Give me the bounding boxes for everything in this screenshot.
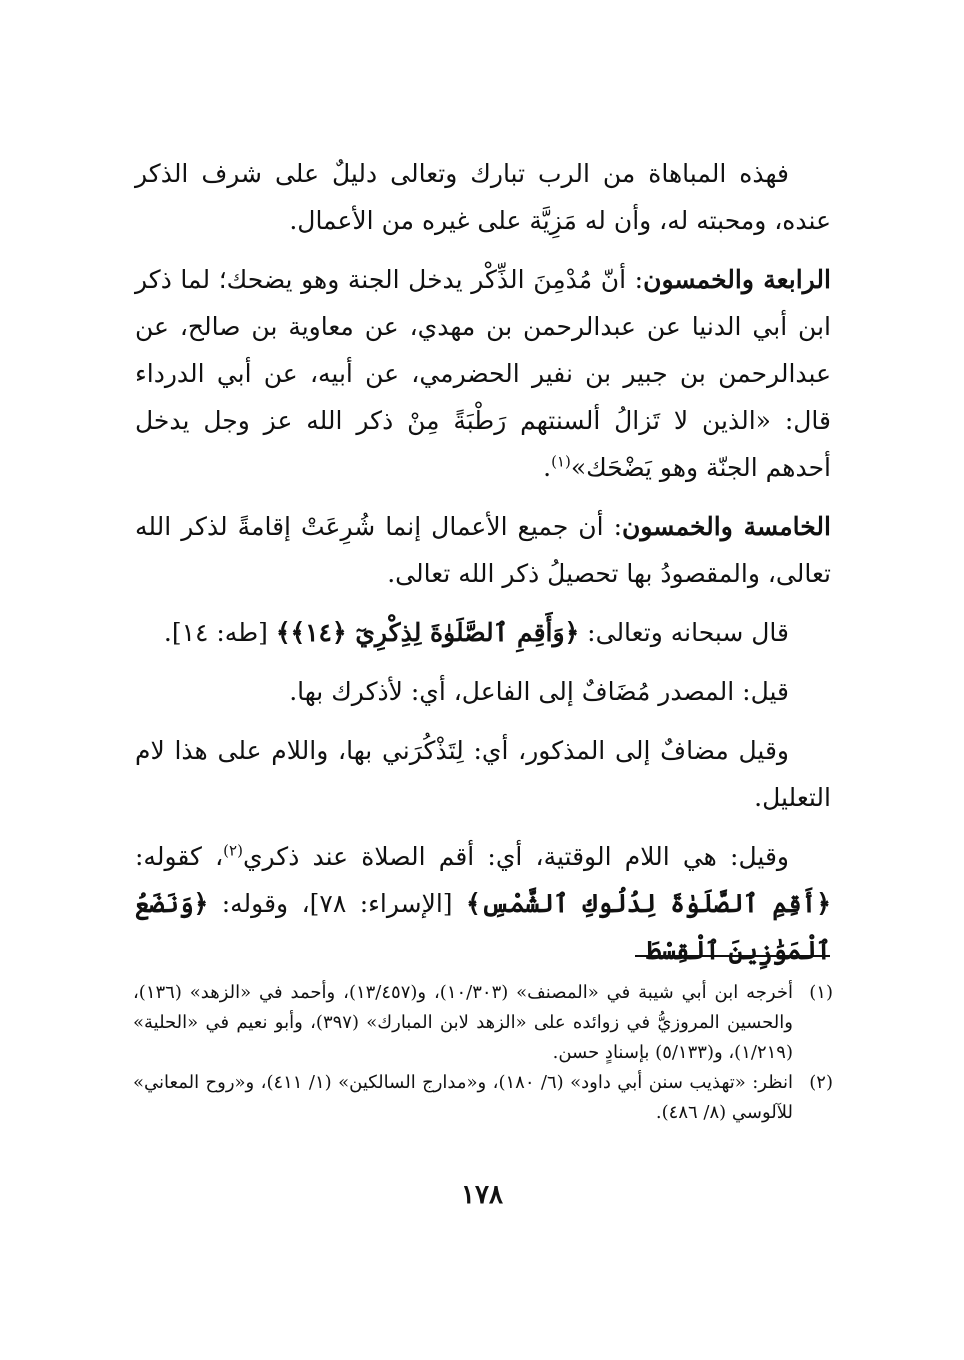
- punctuation: .: [543, 453, 552, 482]
- footnote: [133, 978, 833, 1068]
- footnote-reference[interactable]: (١): [551, 452, 571, 471]
- footnote-text: انظر: «تهذيب سنن أبي داود» (٦/ ١٨٠)، و«مدارج السالكين» (١/ ٤١١)، و«روح المعاني» للآلوسي (٨/ ٤٨٦).: [133, 1072, 793, 1123]
- paragraph: [135, 150, 831, 244]
- paragraph-text: : أن جميع الأعمال إنما شُرِعَتْ إقامةً لذكر الله تعالى، والمقصودُ بها تحصيلُ ذكر الله تعالى.: [135, 512, 831, 588]
- paragraph: [135, 609, 831, 656]
- footnote-text: أخرجه ابن أبي شيبة في «المصنف» (١٠/٣٠٣)، و(١٣/٤٥٧)، وأحمد في «الزهد» (١٣٦)، والحسين المروزيُّ في زوائده على «الزهد لابن المبارك» (٣٩٧)، وأبو نعيم في «الحلية» (١/٢١٩)، و(٥/١٣٣) بإسنادٍ حسن.: [133, 982, 793, 1063]
- verse-reference: [طه: ١٤].: [163, 618, 276, 647]
- quran-verse: ﴿أَقِمِ ٱلصَّلَوٰةَ لِدُلُوكِ ٱلشَّمْسِ﴾: [466, 889, 831, 918]
- page-number: ١٧٨: [461, 1180, 503, 1210]
- footnote: [133, 1068, 833, 1128]
- paragraph-text: وقيل: هي اللام الوقتية، أي: أقم الصلاة عند ذكري: [242, 842, 789, 871]
- main-text: [135, 150, 831, 986]
- paragraph-55: [135, 503, 831, 597]
- paragraph: [135, 727, 831, 821]
- footnote-number: (٢): [809, 1072, 833, 1093]
- footnote-separator: [635, 955, 830, 957]
- footnotes: [133, 978, 833, 1128]
- quran-verse: ﴿وَأَقِمِ ٱلصَّلَوٰةَ لِذِكْرِيٓ ﴿١٤﴾﴾: [275, 618, 580, 647]
- quran-verse: ﴿وَنَضَعُ ٱلْمَوَٰزِينَ ٱلْقِسْطَ: [135, 889, 831, 965]
- paragraph-text: قيل: المصدر مُضَافٌ إلى الفاعل، أي: لأذكرك بها.: [289, 677, 789, 706]
- paragraph-text: فهذه المباهاة من الرب تبارك وتعالى دليلٌ على شرف الذكر عنده، ومحبته له، وأن له مَزِيَّة على غيره من الأعمال.: [135, 159, 831, 235]
- footnote-reference[interactable]: (٢): [223, 841, 243, 860]
- verse-reference: [الإسراء: ٧٨]، وقوله:: [208, 889, 467, 918]
- paragraph-54: [135, 256, 831, 491]
- paragraph-text: وقيل مضافٌ إلى المذكور، أي: لِتَذْكُرَني بها، واللام على هذا لام التعليل.: [135, 736, 831, 812]
- footnote-number: (١): [809, 982, 833, 1003]
- paragraph-text: قال سبحانه وتعالى:: [579, 618, 789, 647]
- section-heading: الخامسة والخمسون: [622, 512, 831, 541]
- paragraph-text: : أنّ مُدْمِنَ الذِّكْر يدخل الجنة وهو يضحك؛ لما ذكر ابن أبي الدنيا عن عبدالرحمن بن مهدي، عن معاوية بن صالح، عن عبدالرحمن بن جبير بن نفير الحضرمي، عن أبيه، عن أبي الدرداء قال: «الذين لا تَزالُ ألسنتهم رَطْبَةً مِنْ ذكر الله عز وجل يدخل أحدهم الجنّة وهو يَضْحَك»: [135, 265, 831, 482]
- paragraph-text: ، كقوله:: [135, 842, 224, 871]
- paragraph: [135, 833, 831, 974]
- paragraph: [135, 668, 831, 715]
- section-heading: الرابعة والخمسون: [643, 265, 832, 294]
